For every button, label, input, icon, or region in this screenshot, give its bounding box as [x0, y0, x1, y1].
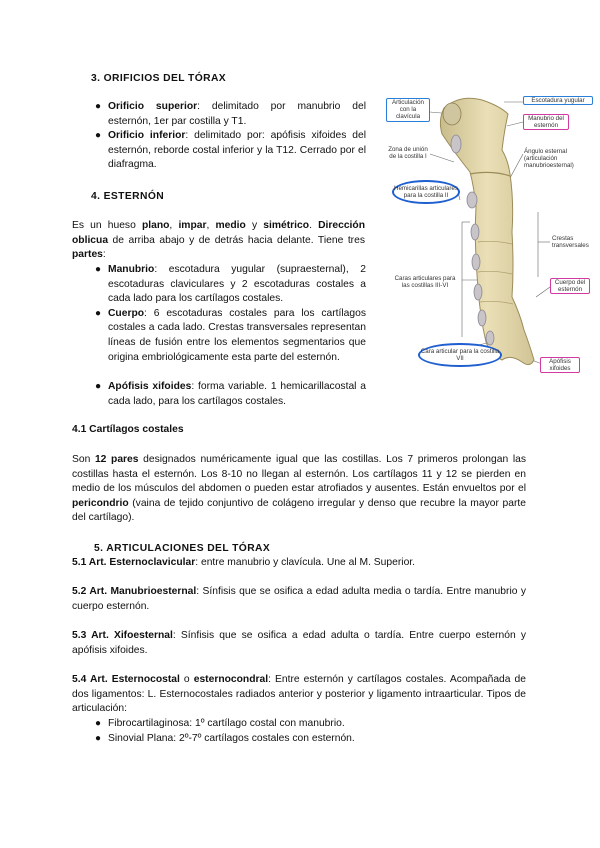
label-angulo-esternal: Ángulo esternal (articulación manubrioesternal)	[524, 148, 574, 170]
list-item: ● Cuerpo: 6 escotaduras costales para los cartílagos costales a cada lado. Crestas transversales representan líneas de fusión entre los elementos segmentarios que origina embriológicamente esta parte del esternón.	[95, 307, 366, 363]
section-4-list	[95, 263, 366, 365]
section-4-1-heading: 4.1 Cartílagos costales	[72, 424, 184, 435]
label-articulacion-clavicula: Articulación con la clavícula	[386, 98, 430, 122]
label-cara-vii: Cara articular para la costilla VII	[418, 343, 502, 367]
label-escotadura-yugular: Escotadura yugular	[523, 96, 593, 105]
label-caras-articulares: Caras articulares para las costillas III-VI	[394, 275, 456, 290]
list-item: ● Orificio inferior: delimitado por: apófisis xifoides del esternón, reborde costal inferior y la T12. Cerrado por el diafragma.	[95, 130, 366, 171]
list-item: ● Apófisis xifoides: forma variable. 1 hemicarillacostal a cada lado, para los cartílagos costales.	[95, 381, 366, 407]
section-3-list	[95, 100, 366, 173]
section-3-heading: 3. ORIFICIOS DEL TÓRAX	[91, 73, 227, 84]
art-5-1: 5.1 Art. Esternoclavicular: entre manubrio y clavícula. Une al M. Superior.	[72, 557, 416, 568]
list-item: ● Fibrocartilaginosa: 1º cartílago costal con manubrio.	[95, 718, 345, 729]
label-apofisis: Apófisis xifoides	[540, 357, 580, 373]
section-4-intro: Es un hueso plano, impar, medio y simétrico. Dirección oblicua de arriba abajo y de detrás hacia delante. Tiene tres partes:	[72, 220, 366, 261]
art-5-4: 5.4 Art. Esternocostal o esternocondral: Entre esternón y cartílagos costales. Acompañada de dos ligamentos: L. Esternocostales radiados anterior y posterior y ligamento intraarticular. Tipos de articulación:	[72, 674, 527, 715]
sternum-figure	[382, 92, 596, 382]
label-crestas: Crestas transversales	[552, 235, 589, 250]
section-4-heading: 4. ESTERNÓN	[91, 191, 165, 202]
label-zona-union: Zona de unión de la costilla I	[388, 146, 428, 161]
articulation-types-list	[95, 717, 508, 746]
art-5-3: 5.3 Art. Xifoesternal: Sínfisis que se osifica a edad adulta o tardía. Entre cuerpo esternón y apófisis xifoides.	[72, 630, 527, 656]
label-manubrio: Manubrio del esternón	[523, 114, 569, 130]
section-5-heading: 5. ARTICULACIONES DEL TÓRAX	[94, 543, 271, 554]
list-item: ● Sinovial Plana: 2º-7º cartílagos costales con esternón.	[95, 732, 355, 744]
section-4-1-paragraph: Son 12 pares designados numéricamente igual que las costillas. Los 7 primeros prolongan las costillas hasta el esternón. Los 8-10 no llegan al esternón. Los cartílagos 11 y 12 se pierden en medio de los músculos del abdomen o pueden estar atrofiados y ausentes. Están envueltos por el pericondrio (vaina de tejido conjuntivo de colágeno irregular y denso que recubre la mayor parte del cartílago).	[72, 454, 526, 524]
label-hemicarillas: Hemicarillas articulares para la costilla II	[392, 180, 460, 204]
list-item: ● Orificio superior: delimitado por manubrio del esternón, 1er par costilla y T1.	[95, 101, 366, 127]
art-5-2: 5.2 Art. Manubrioesternal: Sínfisis que se osifica a edad adulta media o tardía. Entre manubrio y cuerpo esternón.	[72, 586, 526, 612]
list-item: ● Manubrio: escotadura yugular (supraesternal), 2 escotaduras claviculares y 2 escotaduras costales a cada lado para los cartílagos costales.	[95, 264, 366, 305]
label-cuerpo: Cuerpo del esternón	[550, 278, 590, 294]
